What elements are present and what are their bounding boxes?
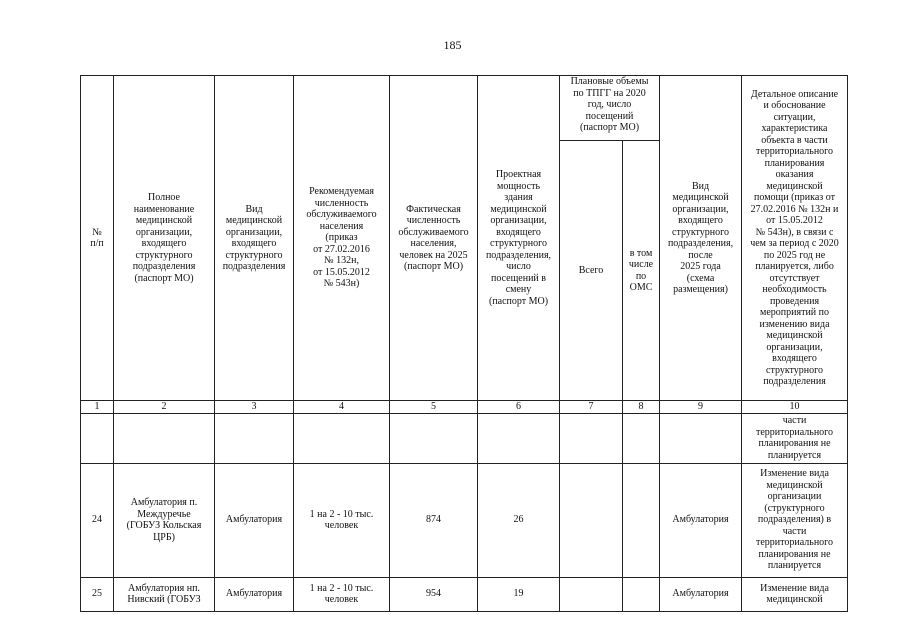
cell-oms [623,413,660,463]
table-row [81,413,848,463]
cell-number [81,413,114,463]
cell-oms [623,577,660,611]
cell-number: 24 [81,463,114,577]
column-number: 9 [660,401,742,414]
column-number: 1 [81,401,114,414]
cell-name: Амбулатория нп. Нивский (ГОБУЗ [114,577,215,611]
page-number: 185 [443,38,462,52]
cell-type-after-2025: Амбулатория [660,577,742,611]
cell-total [560,413,623,463]
cell-capacity [478,413,560,463]
cell-recommended: 1 на 2 - 10 тыс. человек [294,577,390,611]
cell-actual [390,413,478,463]
cell-type [215,413,294,463]
column-number: 8 [623,401,660,414]
cell-recommended [294,413,390,463]
medical-organizations-table [80,75,848,612]
header-description: Детальное описание и обоснование ситуации, характеристика объекта в части территориального планирования оказания медицинской помощи (приказ от 27.02.2016 № 132н и от 15.05.2012 № 543н), в связи с чем за период с 2020 по 2025 год не планируется, либо отсутствует необходимость проведения мероприятий по изменению вида медицинской организации, входящего структурного подразделения [742,76,848,401]
cell-name: Амбулатория п. Междуречье (ГОБУЗ Кольская ЦРБ) [114,463,215,577]
header-oms: в том числе по ОМС [623,141,660,401]
cell-recommended: 1 на 2 - 10 тыс. человек [294,463,390,577]
column-number: 4 [294,401,390,414]
cell-actual: 874 [390,463,478,577]
cell-number: 25 [81,577,114,611]
column-number: 5 [390,401,478,414]
header-row [81,76,848,141]
column-number: 6 [478,401,560,414]
column-numbers-row [81,401,848,414]
cell-total [560,463,623,577]
cell-description: Изменение вида медицинской организации (структурного подразделения) в части территориального планирования не планируется [742,463,848,577]
table-row [81,577,848,611]
header-actual-population: Фактическая численность обслуживаемого населения, человек на 2025 (паспорт МО) [390,76,478,401]
cell-type: Амбулатория [215,463,294,577]
cell-type-after-2025 [660,413,742,463]
header-total: Всего [560,141,623,401]
table-row [81,463,848,577]
header-type-after-2025: Вид медицинской организации, входящего структурного подразделения, после 2025 года (схема размещения) [660,76,742,401]
cell-description: части территориального планирования не планируется [742,413,848,463]
cell-type: Амбулатория [215,577,294,611]
column-number: 2 [114,401,215,414]
column-number: 10 [742,401,848,414]
cell-oms [623,463,660,577]
cell-actual: 954 [390,577,478,611]
header-planned-volumes: Плановые объемы по ТПГГ на 2020 год, число посещений (паспорт МО) [560,76,660,141]
cell-type-after-2025: Амбулатория [660,463,742,577]
cell-total [560,577,623,611]
header-org-type: Вид медицинской организации, входящего структурного подразделения [215,76,294,401]
header-design-capacity: Проектная мощность здания медицинской организации, входящего структурного подразделения, число посещений в смену (паспорт МО) [478,76,560,401]
cell-capacity: 19 [478,577,560,611]
header-recommended-population: Рекомендуемая численность обслуживаемого населения (приказ от 27.02.2016 № 132н, от 15.05.2012 № 543н) [294,76,390,401]
column-number: 3 [215,401,294,414]
header-number: № п/п [81,76,114,401]
header-full-name: Полное наименование медицинской организации, входящего структурного подразделения (паспорт МО) [114,76,215,401]
cell-name [114,413,215,463]
column-number: 7 [560,401,623,414]
cell-description: Изменение вида медицинской [742,577,848,611]
cell-capacity: 26 [478,463,560,577]
